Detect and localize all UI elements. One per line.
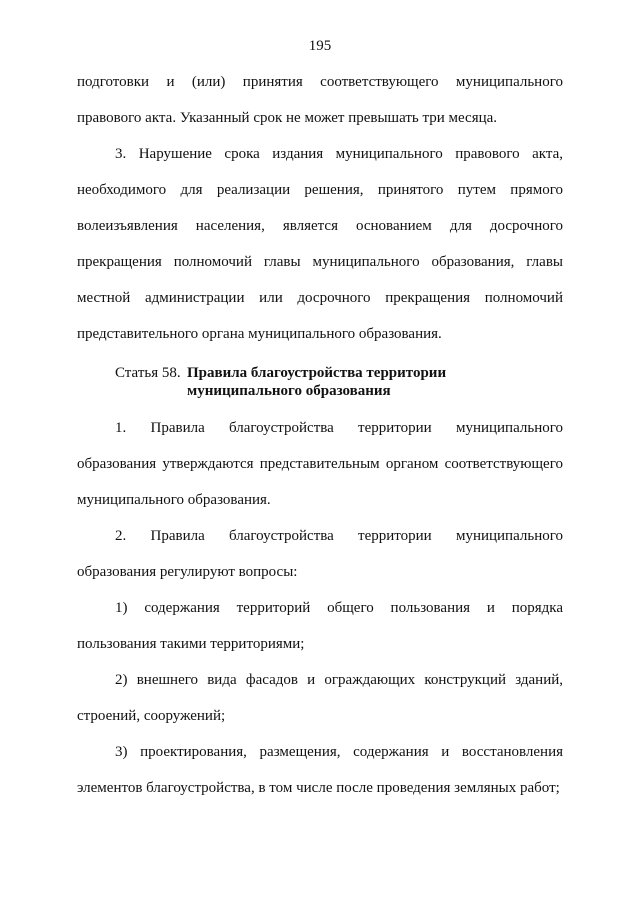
text-line: элементов благоустройства, в том числе после проведения земляных работ; [77,780,560,796]
list-item-1-line-1: 1) содержания территорий общего пользования и порядка [115,600,563,616]
paragraph-2-line-1: 2. Правила благоустройства территории муниципального [115,528,563,544]
article-number: Статья 58. [115,365,181,381]
list-item-2-line-1: 2) внешнего вида фасадов и ограждающих конструкций зданий, [115,672,563,688]
text-line: строений, сооружений; [77,708,226,724]
text-line: представительного органа муниципального образования. [77,326,442,342]
text-line: волеизъявления населения, является основанием для досрочного [77,218,563,234]
text-line: местной администрации или досрочного прекращения полномочий [77,290,563,306]
document-body [77,71,563,799]
text-line: пользования такими территориями; [77,636,305,652]
article-title-line-2: муниципального образования [187,383,391,399]
text-line: прекращения полномочий главы муниципального образования, главы [77,254,563,270]
paragraph-1-line-1: 1. Правила благоустройства территории муниципального [115,420,563,436]
list-item-3-line-1: 3) проектирования, размещения, содержания и восстановления [115,744,563,760]
text-line: муниципального образования. [77,492,271,508]
text-line: необходимого для реализации решения, принятого путем прямого [77,182,563,198]
text-line: правового акта. Указанный срок не может превышать три месяца. [77,110,498,126]
text-line: образования утверждаются представительным органом соответствующего [77,456,563,472]
page-number: 195 [308,38,332,54]
text-line: образования регулируют вопросы: [77,564,298,580]
article-title-line-1: Правила благоустройства территории [187,365,447,381]
text-line: подготовки и (или) принятия соответствующего муниципального [77,74,563,90]
article-heading [77,364,563,382]
paragraph-3-line-1: 3. Нарушение срока издания муниципального правового акта, [115,146,563,162]
